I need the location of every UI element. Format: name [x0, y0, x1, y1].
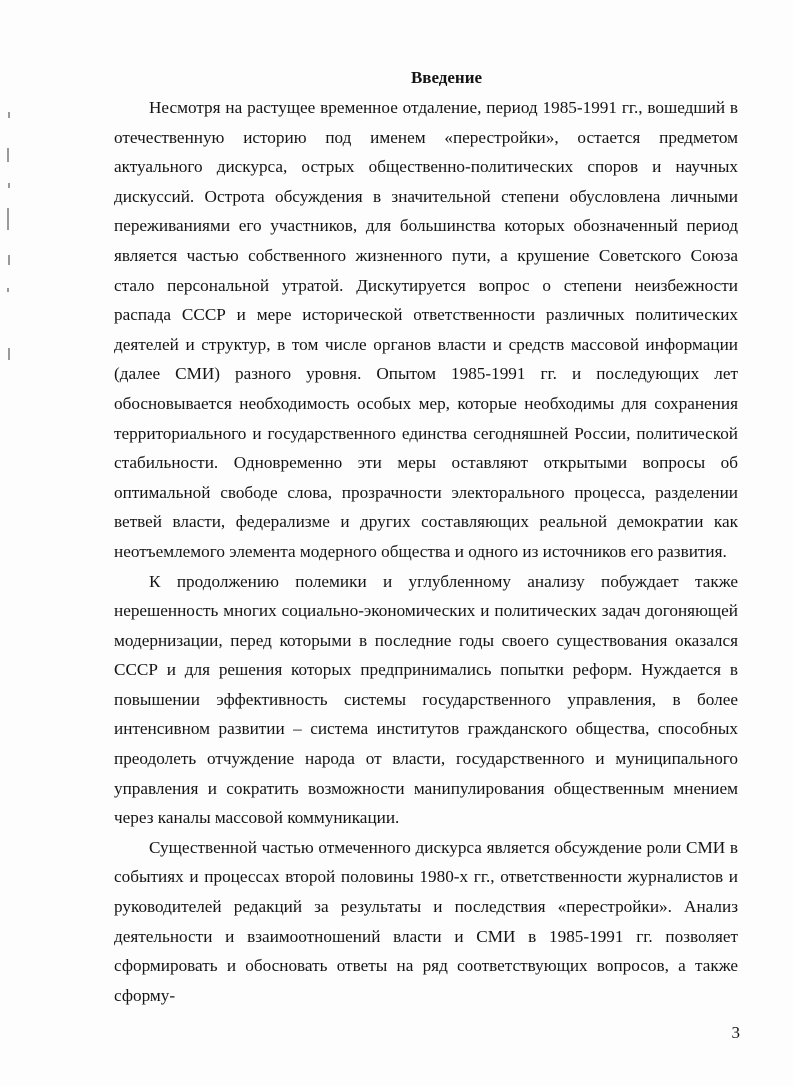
- paragraph-2: К продолжению полемики и углубленному анализу побуждает также нерешенность многих социально-экономических и политических задач догоняющей модернизации, перед которыми в последние годы своего существования оказался СССР и для решения которых предпринимались попытки реформ. Нуждается в повышении эффективность системы государственного управления, в более интенсивном развитии – система институтов гражданского общества, способных преодолеть отчуждение народа от власти, государственного и муниципального управления и сократить возможности манипулирования общественным мнением через каналы массовой коммуникации.: [114, 571, 738, 828]
- paragraph-1: Несмотря на растущее временное отдаление, период 1985-1991 гг., вошедший в отечественную историю под именем «перестройки», остается предметом актуального дискурса, острых общественно-политических споров и научных дискуссий. Острота обсуждения в значительной степени обусловлена личными переживаниями его участников, для большинства которых обозначенный период является частью собственного жизненного пути, а крушение Советского Союза стало персональной утратой. Дискутируется вопрос о степени неизбежности распада СССР и мере исторической ответственности различных политических деятелей и структур, в том числе органов власти и средств массовой информации (далее СМИ) разного уровня. Опытом 1985-1991 гг. и последующих лет обосновывается необходимость особых мер, которые необходимы для сохранения территориального и государственного единства сегодняшней России, политической стабильности. Одновременно эти меры оставляют открытыми вопросы об оптимальной свободе слова, прозрачности электорального процесса, разделении ветвей власти, федерализме и других составляющих реальной демократии как неотъемлемого элемента модерного общества и одного из источников его развития.: [114, 98, 738, 561]
- scan-margin-artifacts: [0, 0, 30, 1086]
- page-number: 3: [731, 1023, 740, 1042]
- document-body: [114, 93, 738, 1010]
- document-title: Введение: [410, 68, 483, 87]
- paragraph-3: Существенной частью отмеченного дискурса является обсуждение роли СМИ в событиях и процессах второй половины 1980-х гг., ответственности журналистов и руководителей редакций за результаты и последствия «перестройки». Анализ деятельности и взаимоотношений власти и СМИ в 1985-1991 гг. позволяет сформировать и обосновать ответы на ряд соответствующих вопросов, а также сформу-: [114, 837, 738, 1005]
